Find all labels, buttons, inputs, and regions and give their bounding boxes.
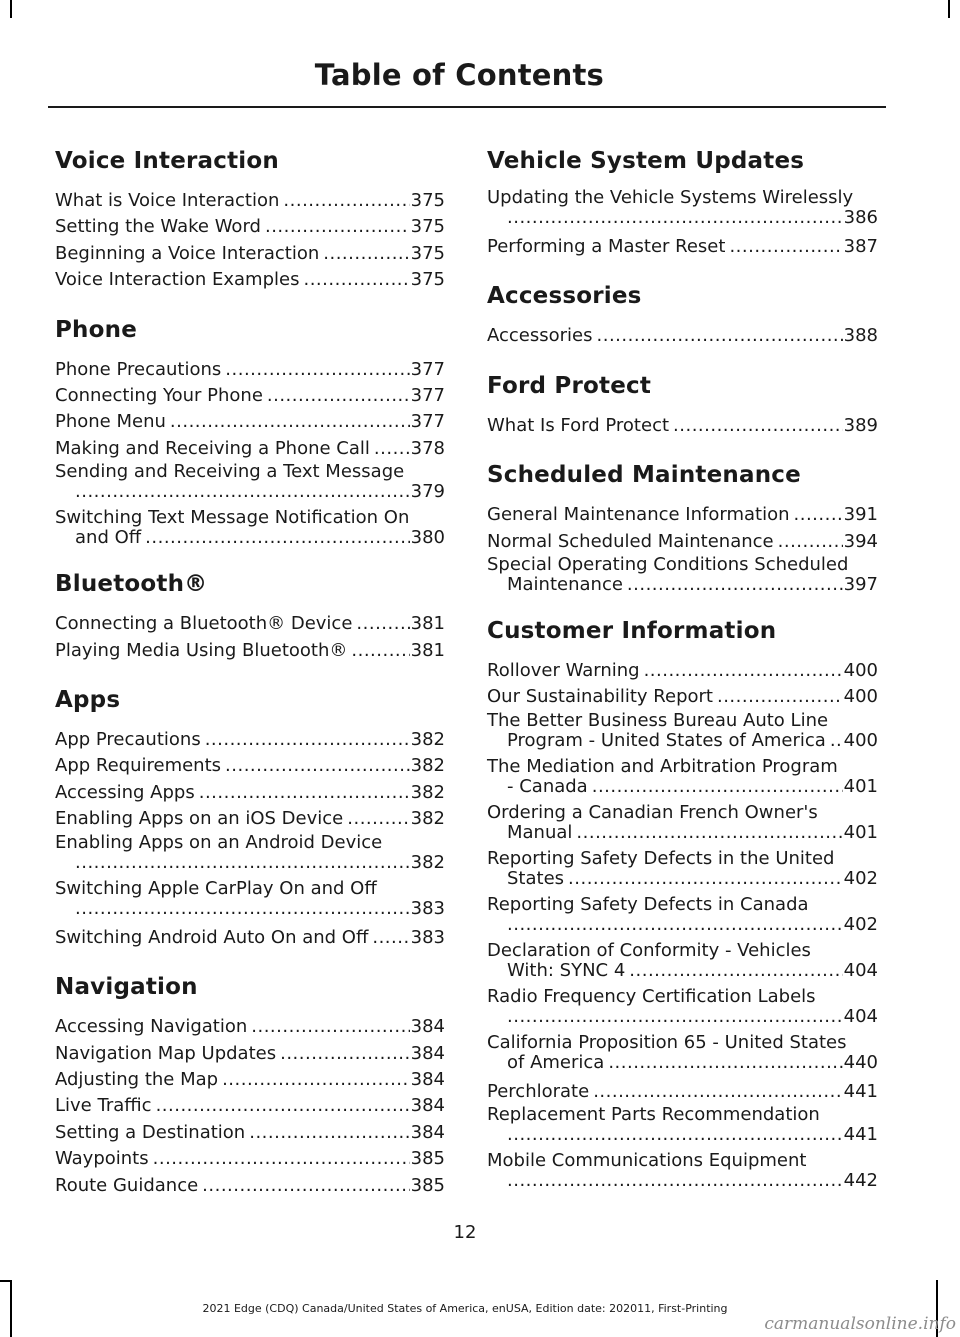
entry-title: Navigation Map Updates bbox=[55, 1042, 277, 1064]
crop-mark-bottom-left-h bbox=[0, 1280, 12, 1282]
entry-page-number: 389 bbox=[843, 414, 878, 436]
toc-section bbox=[55, 566, 445, 664]
dot-leader bbox=[75, 482, 410, 502]
dot-leader bbox=[267, 383, 410, 409]
entry-page-number: 388 bbox=[843, 325, 878, 347]
entry-title-continued: Maintenance bbox=[507, 574, 623, 596]
entry-page-number: 441 bbox=[843, 1124, 878, 1146]
dot-leader bbox=[75, 853, 410, 873]
toc-entry[interactable] bbox=[487, 1105, 878, 1145]
entry-title: Switching Text Message Notification On bbox=[55, 507, 410, 529]
entry-title: Phone Precautions bbox=[55, 358, 222, 380]
crop-mark-top-right bbox=[948, 0, 950, 18]
toc-entry[interactable] bbox=[487, 941, 878, 981]
entry-title: Switching Android Auto On and Off bbox=[55, 926, 369, 948]
toc-entry[interactable] bbox=[55, 267, 445, 293]
entry-page-number: 375 bbox=[410, 216, 445, 238]
entry-line bbox=[487, 777, 878, 797]
entry-page-number: 441 bbox=[843, 1080, 878, 1102]
entry-page-number: 381 bbox=[410, 639, 445, 661]
entry-title: Connecting a Bluetooth® Device bbox=[55, 613, 353, 635]
entry-page-number: 377 bbox=[410, 385, 445, 407]
entry-title: General Maintenance Information bbox=[487, 504, 790, 526]
toc-entry[interactable] bbox=[487, 711, 878, 751]
dot-leader bbox=[75, 899, 410, 919]
dot-leader bbox=[507, 1171, 843, 1191]
entry-line bbox=[487, 208, 878, 228]
toc-entry[interactable] bbox=[55, 1093, 445, 1119]
toc-entry[interactable] bbox=[55, 1067, 445, 1093]
dot-leader bbox=[374, 436, 410, 462]
toc-entry[interactable] bbox=[55, 925, 445, 951]
dot-leader bbox=[303, 267, 409, 293]
entry-title: Making and Receiving a Phone Call bbox=[55, 437, 370, 459]
entry-title: Accessing Apps bbox=[55, 781, 195, 803]
section-heading: Phone bbox=[55, 316, 138, 343]
dot-leader bbox=[644, 658, 843, 684]
section-heading: Navigation bbox=[55, 974, 198, 1001]
entry-page-number: 400 bbox=[843, 660, 878, 682]
entry-title: Ordering a Canadian French Owner's bbox=[487, 801, 818, 823]
entry-page-number: 375 bbox=[410, 269, 445, 291]
entry-title: Beginning a Voice Interaction bbox=[55, 242, 320, 264]
entry-title: Accessories bbox=[487, 325, 593, 347]
entry-title: Performing a Master Reset bbox=[487, 236, 726, 257]
toc-entry[interactable] bbox=[487, 757, 878, 797]
toc-section bbox=[487, 368, 878, 439]
entry-title: App Requirements bbox=[55, 755, 222, 777]
entry-page-number: 384 bbox=[410, 1016, 445, 1038]
entry-page-number: 382 bbox=[410, 781, 445, 803]
dot-leader bbox=[507, 915, 843, 935]
toc-entry[interactable] bbox=[55, 638, 445, 664]
toc-entry[interactable] bbox=[487, 413, 878, 439]
entry-title-continued: Program - United States of America bbox=[507, 729, 826, 751]
dot-leader bbox=[507, 1125, 843, 1145]
toc-entry[interactable] bbox=[55, 1120, 445, 1146]
dot-leader bbox=[608, 1053, 842, 1073]
entry-page-number: 377 bbox=[410, 358, 445, 380]
entry-page-number: 382 bbox=[410, 755, 445, 777]
entry-title-continued: - Canada bbox=[507, 775, 588, 797]
toc-entry[interactable] bbox=[55, 462, 445, 502]
toc-section bbox=[55, 682, 445, 951]
dot-leader bbox=[507, 1007, 843, 1027]
toc-entry[interactable] bbox=[55, 1014, 445, 1040]
right-column bbox=[487, 143, 878, 1209]
entry-title: Reporting Safety Defects in Canada bbox=[487, 893, 809, 915]
entry-line bbox=[55, 528, 445, 548]
entry-page-number: 380 bbox=[410, 527, 445, 549]
entry-page-number: 402 bbox=[843, 913, 878, 935]
toc-section bbox=[55, 312, 445, 549]
entry-title: Enabling Apps on an Android Device bbox=[55, 831, 383, 853]
entry-page-number: 394 bbox=[843, 530, 878, 552]
entry-page-number: 385 bbox=[410, 1148, 445, 1170]
toc-entry[interactable] bbox=[487, 849, 878, 889]
dot-leader bbox=[794, 502, 843, 528]
dot-leader bbox=[729, 234, 842, 260]
entry-page-number: 397 bbox=[843, 574, 878, 596]
left-column bbox=[55, 143, 445, 1217]
entry-title-continued: and Off bbox=[75, 527, 142, 549]
dot-leader bbox=[356, 611, 409, 637]
entry-line bbox=[487, 1007, 878, 1027]
entry-page-number: 378 bbox=[410, 437, 445, 459]
entry-page-number: 385 bbox=[410, 1174, 445, 1196]
toc-entry[interactable] bbox=[487, 234, 878, 260]
entry-page-number: 400 bbox=[843, 729, 878, 751]
toc-entry[interactable] bbox=[55, 611, 445, 637]
toc-entry[interactable] bbox=[55, 241, 445, 267]
toc-entry[interactable] bbox=[487, 895, 878, 935]
entry-page-number: 440 bbox=[843, 1051, 878, 1073]
entry-title: What Is Ford Protect bbox=[487, 414, 670, 436]
page-number: 12 bbox=[453, 1222, 477, 1243]
dot-leader bbox=[170, 409, 410, 435]
entry-page-number: 381 bbox=[410, 613, 445, 635]
dot-leader bbox=[597, 323, 843, 349]
entry-page-number: 382 bbox=[410, 851, 445, 873]
toc-entry[interactable] bbox=[55, 409, 445, 435]
entry-line bbox=[487, 823, 878, 843]
entry-page-number: 442 bbox=[843, 1170, 878, 1192]
entry-title: Accessing Navigation bbox=[55, 1016, 248, 1038]
entry-title: California Proposition 65 - United States bbox=[487, 1031, 847, 1053]
entry-page-number: 402 bbox=[843, 867, 878, 889]
entry-page-number: 404 bbox=[843, 959, 878, 981]
entry-title: Our Sustainability Report bbox=[487, 686, 713, 708]
entry-title: Declaration of Conformity - Vehicles bbox=[487, 939, 811, 961]
toc-entry[interactable] bbox=[55, 436, 445, 462]
dot-leader bbox=[347, 806, 409, 832]
toc-entry[interactable] bbox=[55, 1041, 445, 1067]
section-heading: Ford Protect bbox=[487, 372, 652, 399]
toc-entry[interactable] bbox=[487, 188, 878, 228]
dot-leader bbox=[145, 528, 409, 548]
dot-leader bbox=[830, 731, 843, 751]
toc-section bbox=[55, 969, 445, 1199]
toc-entry[interactable] bbox=[487, 684, 878, 710]
dot-leader bbox=[593, 1079, 842, 1105]
entry-page-number: 384 bbox=[410, 1042, 445, 1064]
entry-page-number: 382 bbox=[410, 729, 445, 751]
entry-page-number: 377 bbox=[410, 411, 445, 433]
toc-entry[interactable] bbox=[487, 529, 878, 555]
toc-entry[interactable] bbox=[55, 727, 445, 753]
toc-entry[interactable] bbox=[487, 987, 878, 1027]
entry-page-number: 383 bbox=[410, 897, 445, 919]
dot-leader bbox=[323, 241, 409, 267]
entry-page-number: 391 bbox=[843, 504, 878, 526]
entry-page-number: 375 bbox=[410, 242, 445, 264]
section-heading: Vehicle System Updates bbox=[487, 148, 805, 174]
dot-leader bbox=[576, 823, 842, 843]
toc-section bbox=[487, 613, 878, 1191]
footer-edition-text: 2021 Edge (CDQ) Canada/United States of America, enUSA, Edition date: 202011, First-Printing bbox=[202, 1302, 728, 1315]
toc-entry[interactable] bbox=[487, 803, 878, 843]
toc-entry[interactable] bbox=[487, 502, 878, 528]
entry-title: Sending and Receiving a Text Message bbox=[55, 461, 405, 483]
dot-leader bbox=[156, 1093, 410, 1119]
toc-entry[interactable] bbox=[55, 806, 445, 832]
entry-line bbox=[55, 853, 445, 873]
dot-leader bbox=[199, 780, 410, 806]
entry-page-number: 387 bbox=[843, 236, 878, 257]
entry-line bbox=[487, 1053, 878, 1073]
dot-leader bbox=[249, 1120, 409, 1146]
toc-entry[interactable] bbox=[55, 780, 445, 806]
toc-entry[interactable] bbox=[487, 323, 878, 349]
entry-title-continued: States bbox=[507, 867, 565, 889]
entry-title: Waypoints bbox=[55, 1148, 149, 1170]
entry-title: The Better Business Bureau Auto Line bbox=[487, 709, 829, 731]
dot-leader bbox=[351, 638, 409, 664]
entry-title: Reporting Safety Defects in the United bbox=[487, 847, 835, 869]
toc-entry[interactable] bbox=[55, 753, 445, 779]
entry-page-number: 375 bbox=[410, 190, 445, 211]
dot-leader bbox=[283, 188, 409, 214]
entry-page-number: 383 bbox=[410, 926, 445, 948]
entry-title: Live Traffic bbox=[55, 1095, 152, 1117]
entry-title: Normal Scheduled Maintenance bbox=[487, 530, 774, 552]
dot-leader bbox=[372, 925, 409, 951]
entry-line bbox=[487, 1171, 878, 1191]
toc-entry[interactable] bbox=[487, 555, 878, 595]
dot-leader bbox=[507, 208, 843, 228]
dot-leader bbox=[205, 727, 410, 753]
watermark: carmanualsonline.info bbox=[764, 1314, 956, 1334]
entry-title: Replacement Parts Recommendation bbox=[487, 1104, 820, 1126]
toc-section bbox=[487, 143, 878, 260]
toc-entry[interactable] bbox=[55, 188, 445, 214]
entry-page-number: 404 bbox=[843, 1005, 878, 1027]
entry-title: Updating the Vehicle Systems Wirelessly bbox=[487, 187, 854, 208]
toc-section bbox=[55, 143, 445, 294]
entry-page-number: 382 bbox=[410, 808, 445, 830]
entry-title: Perchlorate bbox=[487, 1080, 590, 1102]
entry-title: Radio Frequency Certification Labels bbox=[487, 985, 816, 1007]
section-heading: Accessories bbox=[487, 283, 642, 310]
toc-entry[interactable] bbox=[55, 357, 445, 383]
header-rule bbox=[48, 106, 886, 108]
entry-title: What is Voice Interaction bbox=[55, 190, 280, 211]
toc-entry[interactable] bbox=[55, 1146, 445, 1172]
entry-page-number: 400 bbox=[843, 686, 878, 708]
dot-leader bbox=[225, 753, 410, 779]
dot-leader bbox=[717, 684, 843, 710]
entry-title: Adjusting the Map bbox=[55, 1068, 219, 1090]
dot-leader bbox=[280, 1041, 410, 1067]
entry-title: Enabling Apps on an iOS Device bbox=[55, 808, 344, 830]
entry-page-number: 386 bbox=[843, 207, 878, 228]
entry-title-continued: Manual bbox=[507, 821, 573, 843]
entry-page-number: 401 bbox=[843, 775, 878, 797]
dot-leader bbox=[153, 1146, 410, 1172]
toc-entry[interactable] bbox=[55, 508, 445, 548]
entry-title: Special Operating Conditions Scheduled bbox=[487, 554, 849, 576]
entry-title: The Mediation and Arbitration Program bbox=[487, 755, 838, 777]
entry-line bbox=[487, 915, 878, 935]
dot-leader bbox=[592, 777, 843, 797]
section-heading: Apps bbox=[55, 687, 121, 714]
toc-entry[interactable] bbox=[55, 833, 445, 873]
section-heading: Customer Information bbox=[487, 618, 777, 645]
dot-leader bbox=[222, 1067, 410, 1093]
crop-mark-top-left bbox=[10, 0, 12, 18]
dot-leader bbox=[568, 869, 843, 889]
entry-title: Switching Apple CarPlay On and Off bbox=[55, 877, 377, 899]
entry-title: App Precautions bbox=[55, 729, 201, 751]
entry-title: Setting a Destination bbox=[55, 1121, 246, 1143]
entry-line bbox=[55, 482, 445, 502]
dot-leader bbox=[629, 961, 842, 981]
entry-title: Setting the Wake Word bbox=[55, 216, 261, 238]
dot-leader bbox=[265, 214, 410, 240]
entry-line bbox=[487, 1125, 878, 1145]
entry-line bbox=[487, 731, 878, 751]
toc-section bbox=[487, 457, 878, 595]
entry-title: Phone Menu bbox=[55, 411, 166, 433]
entry-title: Rollover Warning bbox=[487, 660, 640, 682]
toc-entry[interactable] bbox=[487, 1079, 878, 1105]
entry-title-continued: With: SYNC 4 bbox=[507, 959, 626, 981]
toc-section bbox=[487, 278, 878, 349]
toc-entry[interactable] bbox=[55, 1173, 445, 1199]
entry-title: Playing Media Using Bluetooth® bbox=[55, 639, 348, 661]
toc-entry[interactable] bbox=[55, 383, 445, 409]
entry-title-continued: of America bbox=[507, 1051, 605, 1073]
entry-title: Voice Interaction Examples bbox=[55, 269, 300, 291]
entry-title: Route Guidance bbox=[55, 1174, 199, 1196]
dot-leader bbox=[225, 357, 409, 383]
section-heading: Scheduled Maintenance bbox=[487, 462, 801, 489]
entry-title: Connecting Your Phone bbox=[55, 385, 263, 407]
dot-leader bbox=[673, 413, 843, 439]
entry-page-number: 384 bbox=[410, 1121, 445, 1143]
entry-line bbox=[487, 961, 878, 981]
toc-entry[interactable] bbox=[55, 879, 445, 919]
dot-leader bbox=[778, 529, 843, 555]
dot-leader bbox=[627, 575, 843, 595]
entry-title: Mobile Communications Equipment bbox=[487, 1150, 807, 1172]
entry-page-number: 379 bbox=[410, 481, 445, 503]
toc-entry[interactable] bbox=[487, 1033, 878, 1073]
toc-entry[interactable] bbox=[487, 658, 878, 684]
entry-line bbox=[487, 869, 878, 889]
dot-leader bbox=[202, 1173, 409, 1199]
toc-entry[interactable] bbox=[55, 214, 445, 240]
entry-line bbox=[55, 899, 445, 919]
section-heading: Voice Interaction bbox=[55, 148, 279, 174]
entry-page-number: 384 bbox=[410, 1068, 445, 1090]
section-heading: Bluetooth® bbox=[55, 571, 208, 598]
entry-page-number: 384 bbox=[410, 1095, 445, 1117]
dot-leader bbox=[251, 1014, 409, 1040]
entry-line bbox=[487, 575, 878, 595]
entry-page-number: 401 bbox=[843, 821, 878, 843]
toc-entry[interactable] bbox=[487, 1151, 878, 1191]
page-title: Table of Contents bbox=[314, 58, 604, 92]
